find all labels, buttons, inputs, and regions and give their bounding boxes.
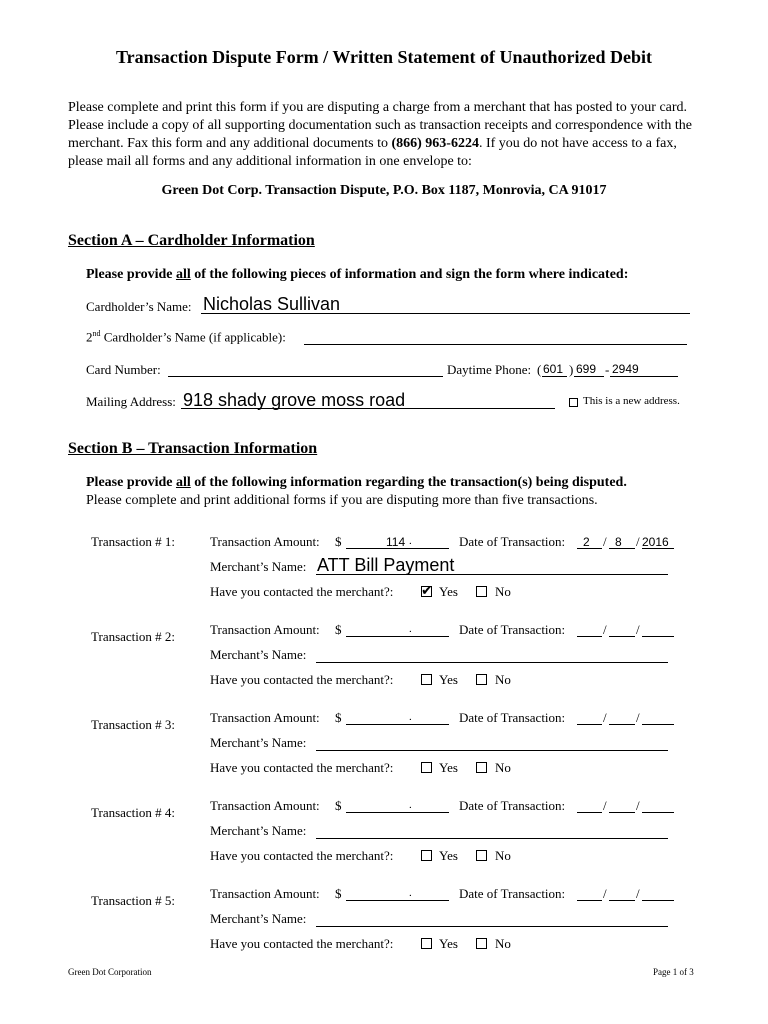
transaction-label: Transaction # 3: [91, 717, 176, 732]
second-cardholder-field[interactable] [304, 344, 687, 345]
decimal-point: . [409, 535, 412, 547]
transaction-amount-label: Transaction Amount: [210, 622, 320, 637]
phone-area-code[interactable]: 601 [543, 362, 564, 376]
date-year-line [642, 900, 674, 901]
mailing-address-field[interactable]: 918 shady grove moss road [183, 390, 406, 410]
transaction-label: Transaction # 1: [91, 534, 176, 549]
date-month-line [577, 812, 602, 813]
date-year-field[interactable]: 2016 [642, 535, 669, 549]
second-cardholder-label: 2nd Cardholder’s Name (if applicable): [86, 329, 286, 345]
section-b-additional-forms-note: Please complete and print additional forms if you are disputing more than five transactions. [86, 493, 598, 508]
transaction-amount-label: Transaction Amount: [210, 534, 320, 549]
merchant-name-line [316, 750, 668, 751]
merchant-name-label: Merchant’s Name: [210, 911, 307, 926]
transaction-date-label: Date of Transaction: [459, 622, 566, 637]
fax-number: (866) 963-6224 [391, 136, 479, 151]
date-slash: / [636, 622, 640, 637]
merchant-name-line [316, 662, 668, 663]
transaction-amount-line [346, 812, 449, 813]
phone-prefix[interactable]: 699 [576, 362, 597, 376]
phone-line-line [610, 376, 678, 377]
intro-text: Please complete and print this form if you are disputing a charge from a merchant that has posted to your card. Please include a copy of all supporting documentation such as transaction receipts and correspondence with the merchant. Fax this form and any additional documents to [68, 100, 692, 151]
intro-paragraph [68, 99, 708, 171]
phone-dash: - [605, 362, 610, 377]
dollar-sign: $ [335, 622, 342, 637]
transaction-date-label: Date of Transaction: [459, 710, 566, 725]
transaction-amount-field[interactable]: 114 [386, 535, 406, 549]
merchant-name-field[interactable]: ATT Bill Payment [317, 555, 455, 575]
section-a-instructions: Please provide all of the following pieces of information and sign the form where indicated: [86, 267, 629, 282]
date-day-line [609, 548, 635, 549]
dispute-mailing-address: Green Dot Corp. Transaction Dispute, P.O. Box 1187, Monrovia, CA 91017 [161, 183, 607, 198]
date-year-line [642, 812, 674, 813]
date-slash: / [603, 886, 607, 901]
section-b-instructions: Please provide all of the following information regarding the transaction(s) being disputed. [86, 475, 627, 490]
contacted-no-label: No [495, 584, 511, 599]
date-slash: / [603, 710, 607, 725]
transaction-amount-line [346, 900, 449, 901]
transaction-amount-label: Transaction Amount: [210, 886, 320, 901]
date-month-field[interactable]: 2 [583, 535, 590, 549]
date-slash: / [636, 886, 640, 901]
transaction-amount-line [346, 636, 449, 637]
date-day-line [609, 724, 635, 725]
date-slash: / [636, 534, 640, 549]
date-day-line [609, 636, 635, 637]
merchant-name-label: Merchant’s Name: [210, 735, 307, 750]
cardholder-name-field[interactable]: Nicholas Sullivan [203, 294, 341, 314]
decimal-point: . [409, 887, 412, 899]
phone-prefix-line [574, 376, 604, 377]
contacted-yes-label: Yes [439, 760, 458, 775]
daytime-phone-label: Daytime Phone: [447, 362, 532, 377]
decimal-point: . [409, 799, 412, 811]
new-address-checkbox[interactable] [569, 398, 578, 407]
contacted-yes-checkbox[interactable] [421, 850, 432, 861]
contacted-merchant-label: Have you contacted the merchant?: [210, 672, 394, 687]
dollar-sign: $ [335, 798, 342, 813]
date-day-line [609, 900, 635, 901]
decimal-point: . [409, 623, 412, 635]
transaction-label: Transaction # 4: [91, 805, 176, 820]
merchant-name-label: Merchant’s Name: [210, 647, 307, 662]
contacted-no-label: No [495, 672, 511, 687]
date-year-line [642, 724, 674, 725]
checkmark-icon: ✔ [421, 583, 433, 599]
footer-page-number: Page 1 of 3 [653, 967, 694, 977]
contacted-yes-label: Yes [439, 848, 458, 863]
transaction-label: Transaction # 5: [91, 893, 176, 908]
contacted-yes-label: Yes [439, 584, 458, 599]
transaction-amount-label: Transaction Amount: [210, 710, 320, 725]
phone-open-paren: ( [537, 362, 542, 377]
contacted-yes-checkbox[interactable] [421, 938, 432, 949]
date-slash: / [603, 534, 607, 549]
date-slash: / [603, 798, 607, 813]
date-slash: / [636, 710, 640, 725]
section-b-heading: Section B – Transaction Information [68, 440, 318, 457]
form-title: Transaction Dispute Form / Written Statement of Unauthorized Debit [116, 47, 652, 67]
contacted-no-checkbox[interactable] [476, 762, 487, 773]
intro-text-end: . If you do not have access to a fax, please mail all forms and any additional information in one envelope to: [68, 136, 677, 169]
dollar-sign: $ [335, 534, 342, 549]
merchant-name-line [316, 838, 668, 839]
phone-line-number[interactable]: 2949 [612, 362, 639, 376]
date-month-line [577, 900, 602, 901]
transaction-date-label: Date of Transaction: [459, 798, 566, 813]
contacted-merchant-label: Have you contacted the merchant?: [210, 848, 394, 863]
decimal-point: . [409, 711, 412, 723]
footer-company: Green Dot Corporation [68, 967, 152, 977]
contacted-merchant-label: Have you contacted the merchant?: [210, 584, 394, 599]
date-day-field[interactable]: 8 [615, 535, 622, 549]
card-number-field[interactable] [168, 376, 443, 377]
section-a-heading: Section A – Cardholder Information [68, 232, 315, 249]
date-year-line [642, 636, 674, 637]
transaction-amount-label: Transaction Amount: [210, 798, 320, 813]
phone-close-paren: ) [569, 362, 574, 377]
contacted-merchant-label: Have you contacted the merchant?: [210, 760, 394, 775]
merchant-name-label: Merchant’s Name: [210, 823, 307, 838]
transaction-date-label: Date of Transaction: [459, 534, 566, 549]
contacted-no-label: No [495, 936, 511, 951]
transaction-date-label: Date of Transaction: [459, 886, 566, 901]
contacted-yes-label: Yes [439, 936, 458, 951]
contacted-no-checkbox[interactable] [476, 938, 487, 949]
contacted-no-checkbox[interactable] [476, 850, 487, 861]
mailing-address-label: Mailing Address: [86, 394, 176, 409]
contacted-no-checkbox[interactable] [476, 674, 487, 685]
contacted-no-checkbox[interactable] [476, 586, 487, 597]
transaction-amount-line [346, 724, 449, 725]
merchant-name-label: Merchant’s Name: [210, 559, 307, 574]
date-day-line [609, 812, 635, 813]
contacted-no-label: No [495, 760, 511, 775]
cardholder-name-label: Cardholder’s Name: [86, 299, 192, 314]
contacted-yes-label: Yes [439, 672, 458, 687]
phone-area-line [542, 376, 567, 377]
date-month-line [577, 724, 602, 725]
contacted-yes-checkbox[interactable] [421, 674, 432, 685]
contacted-merchant-label: Have you contacted the merchant?: [210, 936, 394, 951]
date-slash: / [603, 622, 607, 637]
dollar-sign: $ [335, 710, 342, 725]
date-month-line [577, 636, 602, 637]
contacted-yes-checkbox[interactable] [421, 762, 432, 773]
merchant-name-line [316, 926, 668, 927]
card-number-label: Card Number: [86, 362, 161, 377]
date-slash: / [636, 798, 640, 813]
contacted-no-label: No [495, 848, 511, 863]
dollar-sign: $ [335, 886, 342, 901]
transaction-label: Transaction # 2: [91, 629, 176, 644]
new-address-label: This is a new address. [583, 395, 680, 407]
